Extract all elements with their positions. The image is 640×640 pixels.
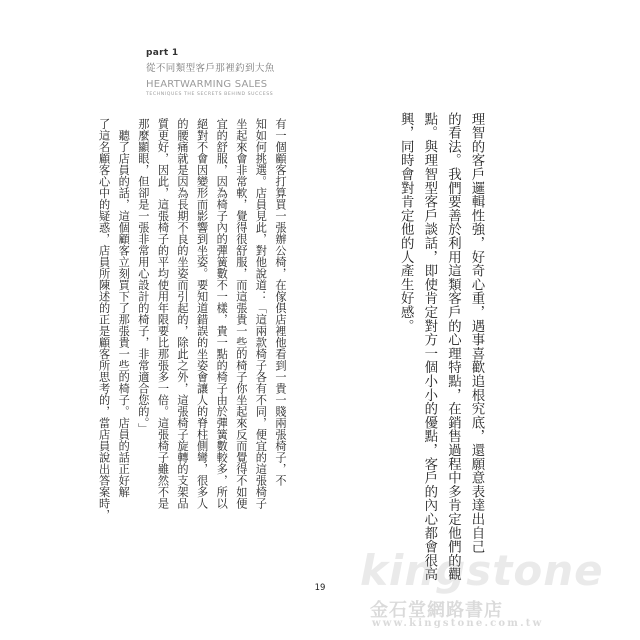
english-running-subtitle: TECHNIQUES THE SECRETS BEHIND SUCCESS xyxy=(146,92,274,97)
watermark-url: www.kingstone.com.tw xyxy=(372,618,544,629)
page-number: 19 xyxy=(314,583,326,593)
chapter-title: 從不同類型客戶那裡釣到大魚 xyxy=(146,63,275,74)
body-paragraph-top: 理智的客戶邏輯性強，好奇心重，遇事喜歡追根究底，還願意表達出自己 的看法。我們要善於利用這類客戶的心理特點，在銷售過程中多肯定他們的觀 點。與理智型客戶談話，即使肯定對方一個小小的優點，客戶的內心都會很高 興，同時會對肯定他的人產生好感。 xyxy=(398,112,484,582)
part-label: part 1 xyxy=(146,48,179,58)
body-paragraph-bottom: 有一個顧客打算買一張辦公椅，在傢俱店裡他看到一貴一賤兩張椅子，不 知如何挑選。店員見此，對他說道：「這兩款椅子各有不同，便宜的這張椅子 坐起來會非常軟，覺得很舒服，而這張貴一些的椅子你坐起來反而覺得不如便 宜的舒服，因為椅子內的彈簧數不一樣，貴一點的椅子由於彈簧數較多，所以 絕對不會因變形而影響到坐姿。要知道錯誤的坐姿會讓人的脊柱側彎，很多人 的腰痛就是因為長期不良的坐姿而引起的，除此之外，這張椅子旋轉的支架品 質更好，因此，這張椅子的平均使用年限要比那張多一倍。這張椅子雖然不是 那麼顯眼，但卻是一張非常用心設計的椅子，非常適合您的。」 聽了店員的話，這個顧客立刻買下了那張貴一些的椅子。店員的話正好解 了這名顧客心中的疑惑，店員所陳述的正是顧客所思考的，當店員說出答案時， xyxy=(97,118,287,521)
watermark-store-name: 金石堂網路書店 xyxy=(370,600,503,621)
english-running-title: HEARTWARMING SALES xyxy=(146,79,268,90)
watermark-logo: kingstone xyxy=(360,546,604,595)
